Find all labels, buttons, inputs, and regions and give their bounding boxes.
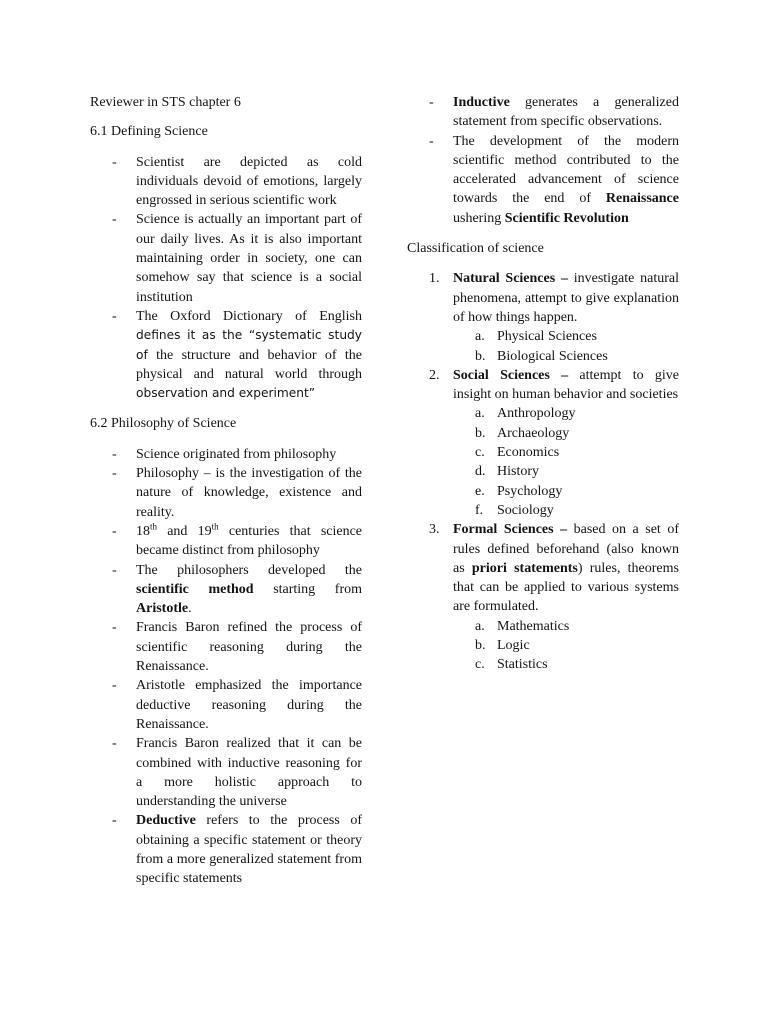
bold-term: Formal Sciences –	[453, 522, 568, 538]
sub-list-text: Psychology	[497, 483, 563, 499]
list-item-text: The Oxford Dictionary of English	[136, 308, 362, 324]
list-item-text: Aristotle emphasized the importance deductive reasoning during the Renaissance.	[136, 678, 362, 732]
sub-list	[453, 327, 679, 366]
list-item-text: the structure and behavior of the physical and natural world through	[136, 347, 363, 382]
list-item	[407, 132, 679, 228]
sub-list-item	[453, 424, 679, 443]
bold-term: priori statements	[471, 560, 578, 576]
list-item	[90, 618, 362, 676]
list-number: 1.	[429, 271, 440, 287]
list-item-text: .	[188, 601, 192, 617]
sub-list-letter: c.	[475, 445, 485, 461]
section-heading-classification: Classification of science	[407, 241, 544, 257]
list-item-text: refers to the process of obtaining a specific statement or theory from a more generalized statement from specific statements	[136, 813, 362, 887]
list-item	[90, 734, 362, 811]
list-item-text: Scientist are depicted as cold individuals devoid of emotions, largely engrossed in serious scientific work	[136, 154, 362, 209]
list-item-text: Science originated from philosophy	[136, 446, 337, 462]
list-item-text: The development of the modern scientific method contributed to the accelerated advancement of science towards the end of	[453, 133, 679, 207]
document-title: Reviewer in STS chapter 6	[90, 95, 241, 110]
sub-list-letter: b.	[475, 638, 486, 654]
sub-list-item	[453, 462, 679, 481]
list-item-text: ) rules, theorems that can be applied to various systems are formulated.	[453, 560, 679, 615]
sub-list-letter: a.	[475, 618, 485, 634]
list-item-text: based on a set of rules defined beforehand (also known as	[453, 522, 679, 576]
classification-item-natural-sciences	[407, 269, 679, 365]
sub-list-text: History	[497, 464, 539, 480]
list-item	[90, 153, 362, 211]
list-item	[90, 811, 362, 888]
bold-term: Inductive	[453, 95, 510, 110]
list-number: 3.	[429, 522, 440, 538]
sub-list-item	[453, 617, 679, 636]
list-item-text: The philosophers developed the	[136, 562, 362, 578]
list-item-text: generates a generalized statement from specific observations.	[453, 95, 679, 130]
sub-list-text: Mathematics	[497, 618, 570, 634]
left-column	[90, 93, 362, 900]
bold-term: Natural Sciences –	[453, 271, 568, 287]
right-column	[407, 93, 679, 675]
sub-list-item	[453, 347, 679, 366]
bold-term: Scientific Revolution	[504, 210, 629, 226]
sub-list-text: Anthropology	[497, 406, 576, 422]
list-item	[90, 561, 362, 619]
list-item-text-sans: observation and experiment”	[136, 386, 316, 401]
sub-list-text: Physical Sciences	[497, 329, 597, 345]
sub-list-item	[453, 404, 679, 423]
sub-list-letter: c.	[475, 657, 485, 673]
bold-term: Aristotle	[136, 601, 189, 617]
list-number: 2.	[429, 367, 440, 383]
list-item-text: Francis Baron realized that it can be combined with inductive reasoning for a more holistic approach to understanding the universe	[136, 736, 362, 810]
bold-term: scientific method	[136, 581, 254, 597]
list-item	[90, 445, 362, 464]
list-item-text: ushering	[453, 210, 505, 226]
sub-list-text: Biological Sciences	[497, 348, 608, 364]
sub-list-letter: b.	[475, 348, 486, 364]
bold-term: Social Sciences –	[453, 367, 569, 383]
sub-list-text: Logic	[497, 638, 530, 654]
list-item	[90, 210, 362, 306]
sub-list-text: Statistics	[497, 657, 548, 673]
superscript: th	[150, 521, 158, 532]
sub-list-item	[453, 655, 679, 674]
sub-list-letter: b.	[475, 425, 486, 441]
superscript: th	[211, 521, 219, 532]
list-item-text: Philosophy – is the investigation of the nature of knowledge, existence and reality.	[136, 466, 362, 520]
list-item-text: investigate natural phenomena, attempt to give explanation of how things happen.	[453, 271, 679, 325]
reasoning-list	[407, 93, 679, 228]
list-item	[90, 522, 362, 561]
classification-list	[407, 269, 679, 674]
sub-list-letter: a.	[475, 406, 485, 422]
list-item-text: attempt to give insight on human behavior and societies	[453, 367, 680, 403]
bold-term: Deductive	[136, 813, 196, 829]
list-item-text: Science is actually an important part of our daily lives. As it is also important maintaining order in society, one can somehow say that science is a social institution	[136, 212, 362, 305]
sub-list-letter: a.	[475, 329, 485, 345]
classification-item-social-sciences	[407, 366, 679, 520]
list-item	[407, 93, 679, 132]
section-heading-philosophy-of-science: 6.2 Philosophy of Science	[90, 416, 237, 432]
list-item-text: starting from	[253, 581, 362, 597]
list-item-text-sans: defines it as the “systematic study of	[136, 328, 362, 362]
sub-list-text: Economics	[497, 445, 560, 461]
century-number: 19	[197, 523, 212, 539]
century-number: 18	[136, 523, 150, 539]
philosophy-list	[90, 445, 362, 889]
list-item-text: centuries that science became distinct from philosophy	[136, 523, 363, 559]
sub-list-letter: d.	[475, 464, 486, 480]
classification-item-formal-sciences	[407, 520, 679, 674]
list-item	[90, 307, 362, 403]
sub-list-item	[453, 636, 679, 655]
list-item-text: Francis Baron refined the process of scientific reasoning during the Renaissance.	[136, 620, 362, 675]
sub-list-item	[453, 501, 679, 520]
list-item	[90, 676, 362, 734]
sub-list-text: Archaeology	[497, 425, 570, 441]
sub-list-letter: f.	[475, 502, 484, 518]
sub-list	[453, 404, 679, 520]
bold-term: Renaissance	[605, 191, 679, 207]
sub-list-letter: e.	[475, 483, 485, 499]
section-heading-defining-science: 6.1 Defining Science	[90, 124, 208, 140]
list-item-text: and	[157, 523, 198, 539]
defining-science-list	[90, 153, 362, 404]
sub-list	[453, 617, 679, 675]
sub-list-item	[453, 443, 679, 462]
list-item	[90, 464, 362, 522]
sub-list-item	[453, 482, 679, 501]
sub-list-text: Sociology	[497, 502, 554, 518]
sub-list-item	[453, 327, 679, 346]
